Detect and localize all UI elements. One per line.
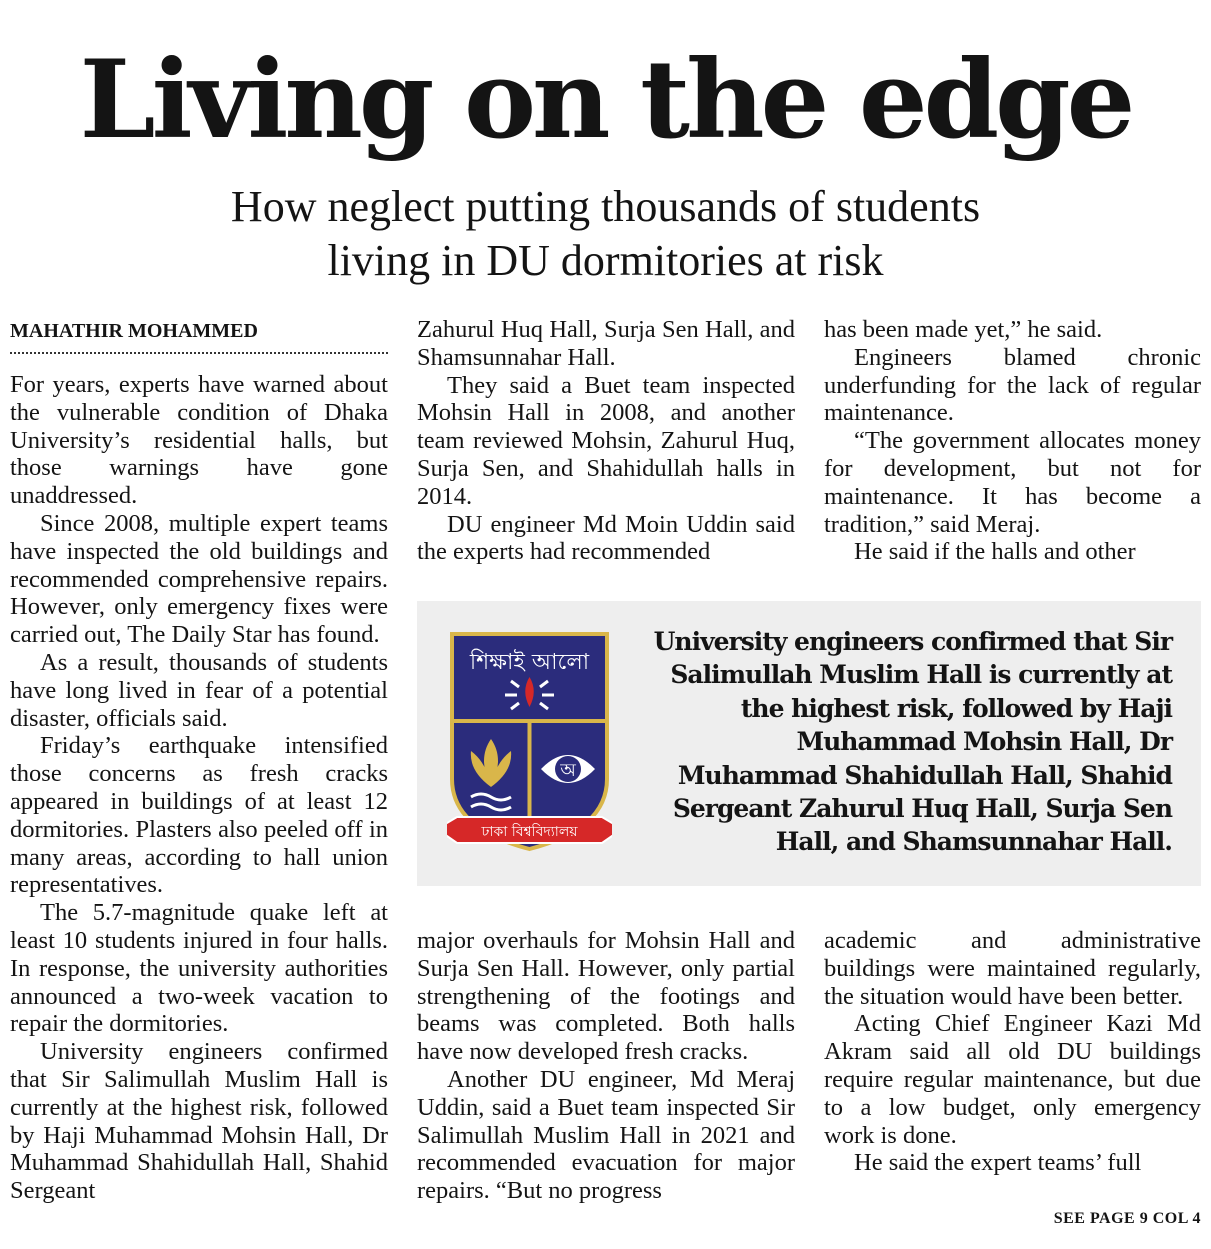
paragraph: major overhauls for Mohsin Hall and Surja Sen Hall. However, only partial strengthening of the footings and beams was completed. Both halls have now developed fresh cracks. <box>417 927 795 1066</box>
paragraph: has been made yet,” he said. <box>824 316 1103 343</box>
paragraph: For years, experts have warned about the vulnerable condition of Dhaka University’s residential halls, but those warnings have gone unaddressed. <box>10 371 388 510</box>
continuation-note: SEE PAGE 9 COL 4 <box>1053 1210 1201 1227</box>
paragraph: The 5.7-magnitude quake left at least 10 students injured in four halls. In response, the university authorities announced a two-week vacation to repair the dormitories. <box>10 899 388 1038</box>
crest-motto: শিক্ষাই আলো <box>469 650 590 675</box>
column-3-top <box>824 316 1201 566</box>
dhaka-university-crest-icon <box>447 629 612 859</box>
column-2-bottom <box>417 927 795 1205</box>
paragraph: He said the expert teams’ full <box>854 1149 1142 1177</box>
pull-quote: University engineers confirmed that Sir Salimullah Muslim Hall is currently at the highest risk, followed by Haji Muhammad Mohsin Hall, Dr Muhammad Shahidullah Hall, Shahid Sergeant Zahurul Huq Hall, Surja Sen Hall, and Shamsunnahar Hall. <box>653 627 1172 857</box>
subheadline-line-2: living in DU dormitories at risk <box>327 236 884 285</box>
paragraph: As a result, thousands of students have long lived in fear of a potential disaster, officials said. <box>10 648 388 732</box>
column-1 <box>10 371 388 1205</box>
paragraph: They said a Buet team inspected Mohsin Hall in 2008, and another team reviewed Mohsin, Zahurul Huq, Surja Sen, and Shahidullah halls in 2014. <box>417 371 795 510</box>
paragraph: Friday’s earthquake intensified those concerns as fresh cracks appeared in buildings of at least 12 dormitories. Plasters also peeled off in many areas, according to hall union representatives. <box>10 732 388 899</box>
column-2-top <box>417 316 795 566</box>
crest-ribbon-text: ঢাকা বিশ্ববিদ্যালয় <box>481 824 578 840</box>
paragraph: Zahurul Huq Hall, Surja Sen Hall, and Shamsunnahar Hall. <box>417 316 795 371</box>
paragraph: academic and administrative buildings were maintained regularly, the situation would have been better. <box>824 927 1201 1010</box>
paragraph: Another DU engineer, Md Meraj Uddin, said a Buet team inspected Sir Salimullah Muslim Hall in 2021 and recommended evacuation for major repairs. “But no progress <box>417 1065 795 1205</box>
headline: Living on the edge <box>79 37 1132 163</box>
column-3-bottom <box>824 927 1201 1177</box>
paragraph: Engineers blamed chronic underfunding for the lack of regular maintenance. <box>824 343 1201 427</box>
subheadline-line-1: How neglect putting thousands of students <box>230 182 981 231</box>
subheadline <box>0 180 1211 288</box>
byline: MAHATHIR MOHAMMED <box>10 318 388 354</box>
paragraph: Acting Chief Engineer Kazi Md Akram said all old DU buildings require regular maintenance, but due to a low budget, only emergency work is done. <box>824 1010 1201 1149</box>
paragraph: He said if the halls and other <box>854 538 1136 566</box>
paragraph: Since 2008, multiple expert teams have inspected the old buildings and recommended comprehensive repairs. However, only emergency fixes were carried out, The Daily Star has found. <box>10 509 388 649</box>
crest-eye-letter: অ <box>560 760 576 781</box>
pull-quote-box <box>417 601 1201 886</box>
paragraph: DU engineer Md Moin Uddin said the experts had recommended <box>417 510 795 566</box>
paragraph: University engineers confirmed that Sir Salimullah Muslim Hall is currently at the highest risk, followed by Haji Muhammad Mohsin Hall, Dr Muhammad Shahidullah Hall, Shahid Sergeant <box>10 1038 388 1205</box>
paragraph: “The government allocates money for development, but not for maintenance. It has become a tradition,” said Meraj. <box>824 427 1201 538</box>
